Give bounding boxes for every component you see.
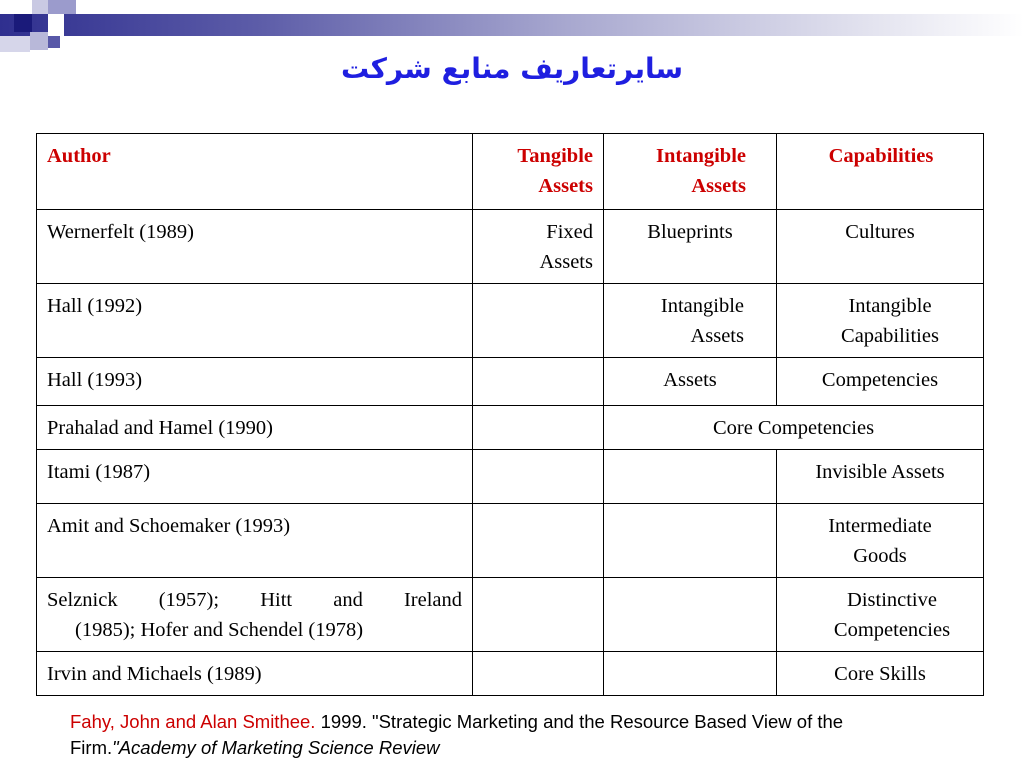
cell-capabilities: Competencies xyxy=(777,358,984,406)
citation-footer xyxy=(70,709,970,761)
resources-table xyxy=(36,133,984,696)
cell-capabilities: Intangible Capabilities xyxy=(777,284,984,358)
slide-title: سایرتعاریف منابع شرکت xyxy=(340,52,684,85)
cell-intangible xyxy=(604,652,777,696)
cell-intangible: Assets xyxy=(604,358,777,406)
deco-square xyxy=(0,0,14,14)
cell-author-line2: (1985); Hofer and Schendel (1978) xyxy=(75,619,364,641)
cell-author: Hall (1992) xyxy=(37,284,473,358)
cell-core-competencies-merged: Core Competencies xyxy=(604,406,984,450)
cell-tangible xyxy=(473,450,604,504)
deco-square xyxy=(0,36,30,52)
deco-square xyxy=(14,14,32,32)
cell-intangible xyxy=(604,450,777,504)
cell-intangible xyxy=(604,504,777,578)
table-row xyxy=(37,450,984,504)
deco-square xyxy=(48,36,60,48)
cell-tangible xyxy=(473,358,604,406)
table-row xyxy=(37,284,984,358)
cell-tangible xyxy=(473,578,604,652)
table-row xyxy=(37,652,984,696)
header-capabilities: Capabilities xyxy=(777,134,984,210)
header-tangible-assets: Tangible Assets xyxy=(473,134,604,210)
cell-tangible: Fixed Assets xyxy=(473,210,604,284)
table-row xyxy=(37,358,984,406)
cell-author-line1: Selznick (1957); Hitt and Ireland xyxy=(47,589,462,611)
cell-tangible xyxy=(473,504,604,578)
cell-tangible xyxy=(473,284,604,358)
deco-square xyxy=(48,14,64,36)
table-row xyxy=(37,406,984,450)
table-row xyxy=(37,504,984,578)
cell-tangible xyxy=(473,652,604,696)
header-gradient-band xyxy=(0,14,1024,36)
header-author: Author xyxy=(37,134,473,210)
cell-author: Irvin and Michaels (1989) xyxy=(37,652,473,696)
deco-square xyxy=(30,32,48,50)
cell-capabilities: Intermediate Goods xyxy=(777,504,984,578)
deco-square xyxy=(32,0,48,14)
deco-square xyxy=(48,0,76,14)
cell-capabilities: Invisible Assets xyxy=(777,450,984,504)
citation-text: 1999. "Strategic Marketing and the Resource Based View of the Firm. xyxy=(70,711,844,758)
citation-journal: "Academy of Marketing Science Review xyxy=(112,737,440,758)
citation-authors: Fahy, John and Alan Smithee. xyxy=(70,711,316,732)
cell-capabilities: Cultures xyxy=(777,210,984,284)
cell-intangible: Blueprints xyxy=(604,210,777,284)
cell-author: Hall (1993) xyxy=(37,358,473,406)
cell-capabilities: Core Skills xyxy=(777,652,984,696)
cell-author: Amit and Schoemaker (1993) xyxy=(37,504,473,578)
cell-author: Wernerfelt (1989) xyxy=(37,210,473,284)
cell-intangible xyxy=(604,578,777,652)
header-intangible-assets: Intangible Assets xyxy=(604,134,777,210)
cell-author: Itami (1987) xyxy=(37,450,473,504)
table-row xyxy=(37,210,984,284)
cell-tangible xyxy=(473,406,604,450)
table-header-row xyxy=(37,134,984,210)
table-row xyxy=(37,578,984,652)
cell-capabilities: Distinctive Competencies xyxy=(777,578,984,652)
cell-author: Prahalad and Hamel (1990) xyxy=(37,406,473,450)
cell-author xyxy=(37,578,473,652)
cell-intangible: Intangible Assets xyxy=(604,284,777,358)
